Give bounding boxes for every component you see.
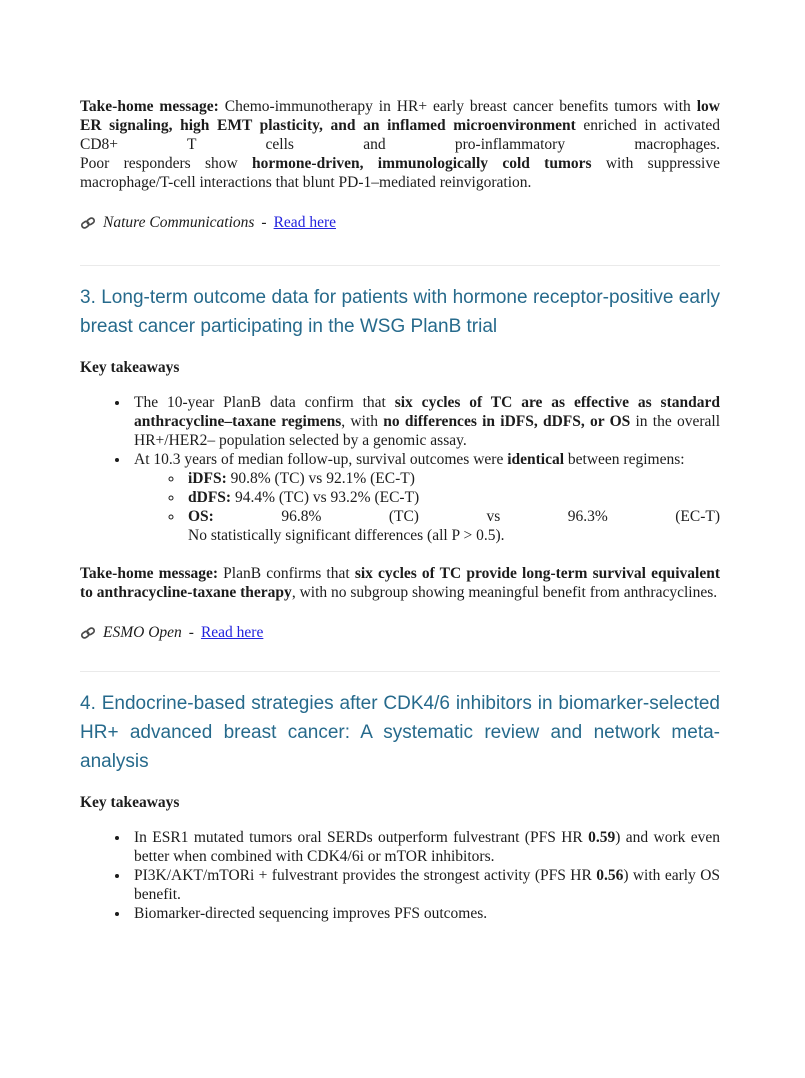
list-item: • PI3K/AKT/mTORi + fulvestrant provides the strongest activity (PFS HR 0.56) with early OS benefit. [130,866,720,904]
read-here-link[interactable]: Read here [200,624,264,641]
list-item [184,507,720,545]
link-icon [80,215,96,231]
list-item [130,450,720,545]
take-home-message-1-part-a: Take-home message: Chemo-immunotherapy in HR+ early breast cancer benefits tumors with low ER signaling, high EMT plasticity, and an inflamed microenvironment enriched in activated CD8+ T cells and pro-inflammatory macrophages. [80,98,720,153]
list-item: ◦ iDFS: 90.8% (TC) vs 92.1% (EC-T) [184,469,720,488]
key-takeaways-heading: Key takeaways [80,359,180,376]
journal-name: Nature Communications [103,214,255,231]
list-item: ◦ dDFS: 94.4% (TC) vs 93.2% (EC-T) [184,488,720,507]
take-home-message-1-part-b: Poor responders show hormone-driven, immunologically cold tumors with suppressive macrophage/T-cell interactions that blunt PD-1–mediated reinvigoration. [80,155,720,191]
list-item-text: • At 10.3 years of median follow-up, survival outcomes were identical between regimens: [134,451,685,468]
significance-note: No statistically significant differences (all P > 0.5). [188,527,505,544]
read-here-link[interactable]: Read here [273,214,336,231]
separator-dash: - [261,214,267,231]
key-takeaways-heading: Key takeaways [80,794,180,811]
list-item: • In ESR1 mutated tumors oral SERDs outperform fulvestrant (PFS HR 0.59) and work even better when combined with CDK4/6i or mTOR inhibitors. [130,828,720,866]
section-3-sub-list [134,469,720,545]
take-home-message-2: Take-home message: PlanB confirms that six cycles of TC provide long-term survival equivalent to anthracycline-taxane therapy, with no subgroup showing meaningful benefit from anthracyclines. [80,565,721,601]
source-line-nature-communications [80,213,720,232]
section-3-takeaways-list [80,393,720,545]
journal-name: ESMO Open [103,624,182,641]
section-divider [80,671,720,672]
separator-dash: - [188,624,194,641]
list-item: • Biomarker-directed sequencing improves PFS outcomes. [130,904,720,923]
list-item: • The 10-year PlanB data confirm that six cycles of TC are as effective as standard anthracycline–taxane regimens, with no differences in iDFS, dDFS, or OS in the overall HR+/HER2– population selected by a genomic assay. [130,393,720,450]
source-line-esmo-open [80,623,720,642]
section-4-title: 4. Endocrine-based strategies after CDK4/6 inhibitors in biomarker-selected HR+ advanced breast cancer: A systematic review and network meta-analysis [80,693,720,772]
link-icon [80,625,96,641]
section-3-title: 3. Long-term outcome data for patients with hormone receptor-positive early breast cancer participating in the WSG PlanB trial [80,287,720,337]
section-4-takeaways-list [80,828,720,923]
os-stat-line: ◦ OS: 96.8% (TC) vs 96.3% (EC-T) [188,508,720,525]
section-divider [80,265,720,266]
